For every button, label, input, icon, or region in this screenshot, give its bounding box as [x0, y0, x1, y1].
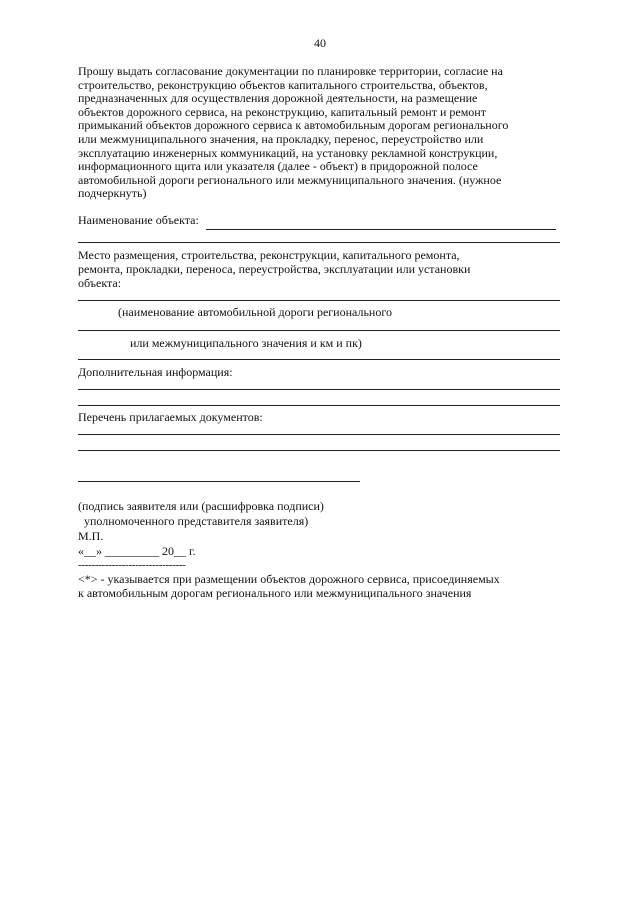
seal-label: М.П. [78, 529, 104, 543]
location-label-line: объекта: [78, 276, 122, 290]
request-line: подчеркнуть) [78, 186, 147, 201]
request-line: примыканий объектов дорожного сервиса к автомобильным дорогам регионального [78, 118, 509, 133]
documents-field[interactable] [78, 434, 560, 435]
request-line: строительство, реконструкцию объектов капитального строительства, объектов, [78, 77, 488, 92]
request-paragraph [78, 65, 548, 201]
additional-info-field[interactable] [78, 405, 560, 406]
footnote-text: <*> - указывается при размещении объектов дорожного сервиса, присоединяемых [78, 572, 500, 586]
request-line: предназначенных для осуществления дорожной деятельности, на размещение [78, 91, 478, 106]
page-number: 40 [314, 36, 326, 50]
signature-hint: уполномоченного представителя заявителя) [78, 514, 309, 528]
date-line: «__» _________ 20__ г. [78, 544, 196, 558]
road-name-field[interactable] [78, 300, 560, 301]
location-label-line: Место размещения, строительства, реконструкции, капитального ремонта, [78, 248, 460, 262]
object-name-field-continuation[interactable] [78, 242, 560, 243]
footnote-text: к автомобильным дорогам регионального или межмуниципального значения [78, 586, 472, 600]
object-name-label: Наименование объекта: [78, 213, 199, 227]
request-line: объектов дорожного сервиса, на реконструкцию, капитальный ремонт и ремонт [78, 104, 486, 119]
request-line: автомобильной дороги регионального или межмуниципального значения. (нужное [78, 172, 502, 187]
signature-hint: (подпись заявителя или (расшифровка подписи) [78, 499, 324, 513]
road-significance-field[interactable] [78, 330, 560, 331]
location-field-end[interactable] [78, 359, 560, 360]
request-line: информационного щита или указателя (далее - объект) в придорожной полосе [78, 159, 478, 174]
location-label-line: ремонта, прокладки, переноса, переустройства, эксплуатации или установки [78, 262, 471, 276]
request-line: эксплуатацию инженерных коммуникаций, на установку рекламной конструкции, [78, 145, 498, 160]
request-line: или межмуниципального значения, на прокладку, перенос, переустройство или [78, 131, 484, 146]
documents-label: Перечень прилагаемых документов: [78, 410, 263, 424]
road-significance-hint: или межмуниципального значения и км и пк) [130, 336, 362, 350]
road-name-hint: (наименование автомобильной дороги регионального [118, 305, 392, 319]
documents-field[interactable] [78, 450, 560, 451]
additional-info-field[interactable] [78, 389, 560, 390]
footnote-separator: -------------------------------- [78, 559, 186, 571]
additional-info-label: Дополнительная информация: [78, 365, 233, 379]
object-name-field[interactable] [206, 229, 556, 230]
request-line: Прошу выдать согласование документации по планировке территории, согласие на [78, 64, 503, 78]
signature-field[interactable] [78, 481, 360, 482]
